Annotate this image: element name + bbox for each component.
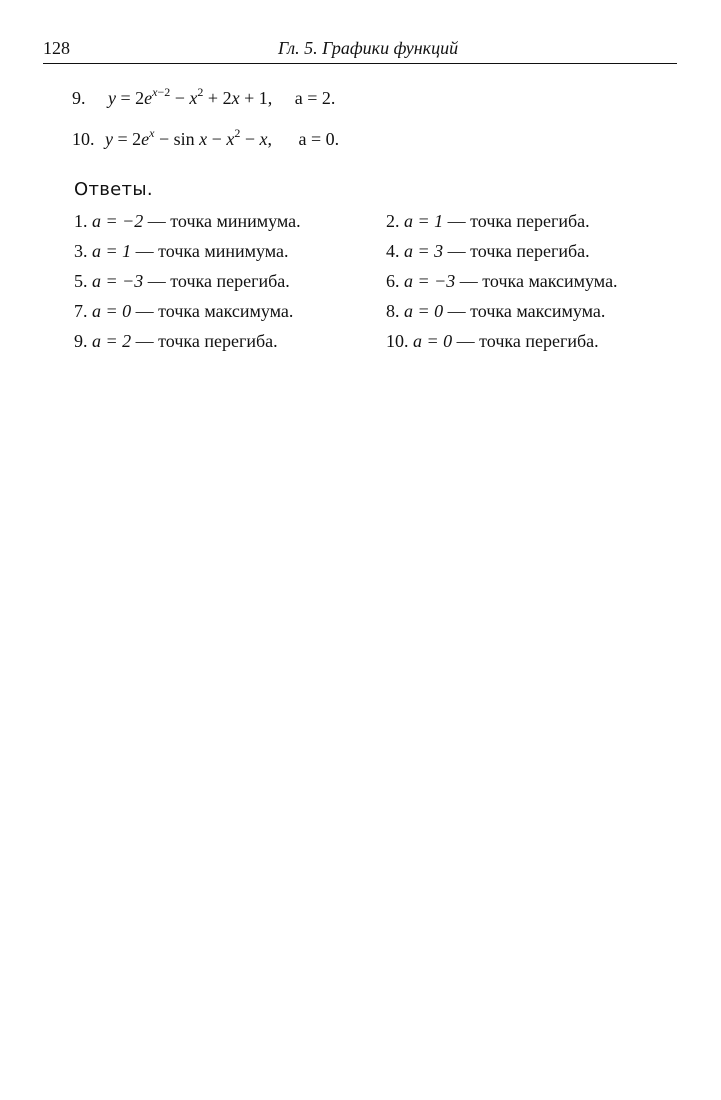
header-rule bbox=[43, 63, 677, 64]
problem-formula: $y = 2e^x - \sin x - x^2 - x$, bbox=[105, 126, 272, 149]
answer-item: 7. a = 0 — точка максимума. bbox=[74, 301, 294, 321]
answer-item: 6. a = −3 — точка максимума. bbox=[386, 271, 618, 291]
page-number: 128 bbox=[43, 38, 70, 58]
problem-parameter: a = 0. bbox=[298, 129, 340, 149]
answer-item: 5. a = −3 — точка перегиба. bbox=[74, 271, 290, 291]
answer-item: 8. a = 0 — точка максимума. bbox=[386, 301, 606, 321]
answer-item: 3. a = 1 — точка минимума. bbox=[74, 241, 289, 261]
problem-formula: $y = 2e^{x-2} - x^2 + 2x + 1$, bbox=[108, 85, 273, 108]
answers-heading: Ответы. bbox=[74, 179, 153, 200]
problem-parameter: a = 2. bbox=[294, 88, 336, 108]
answer-item: 4. a = 3 — точка перегиба. bbox=[386, 241, 590, 261]
answer-item: 2. a = 1 — точка перегиба. bbox=[386, 211, 590, 231]
problem-number: 9. bbox=[72, 88, 86, 108]
problem-10 bbox=[72, 126, 340, 150]
page-header bbox=[43, 38, 676, 62]
answer-item: 9. a = 2 — точка перегиба. bbox=[74, 331, 278, 351]
problem-number: 10. bbox=[72, 129, 95, 149]
problem-9 bbox=[72, 85, 336, 109]
running-title: Гл. 5. Графики функций bbox=[278, 38, 459, 58]
answer-item: 1. a = −2 — точка минимума. bbox=[74, 211, 301, 231]
answer-item: 10. a = 0 — точка перегиба. bbox=[386, 331, 599, 351]
